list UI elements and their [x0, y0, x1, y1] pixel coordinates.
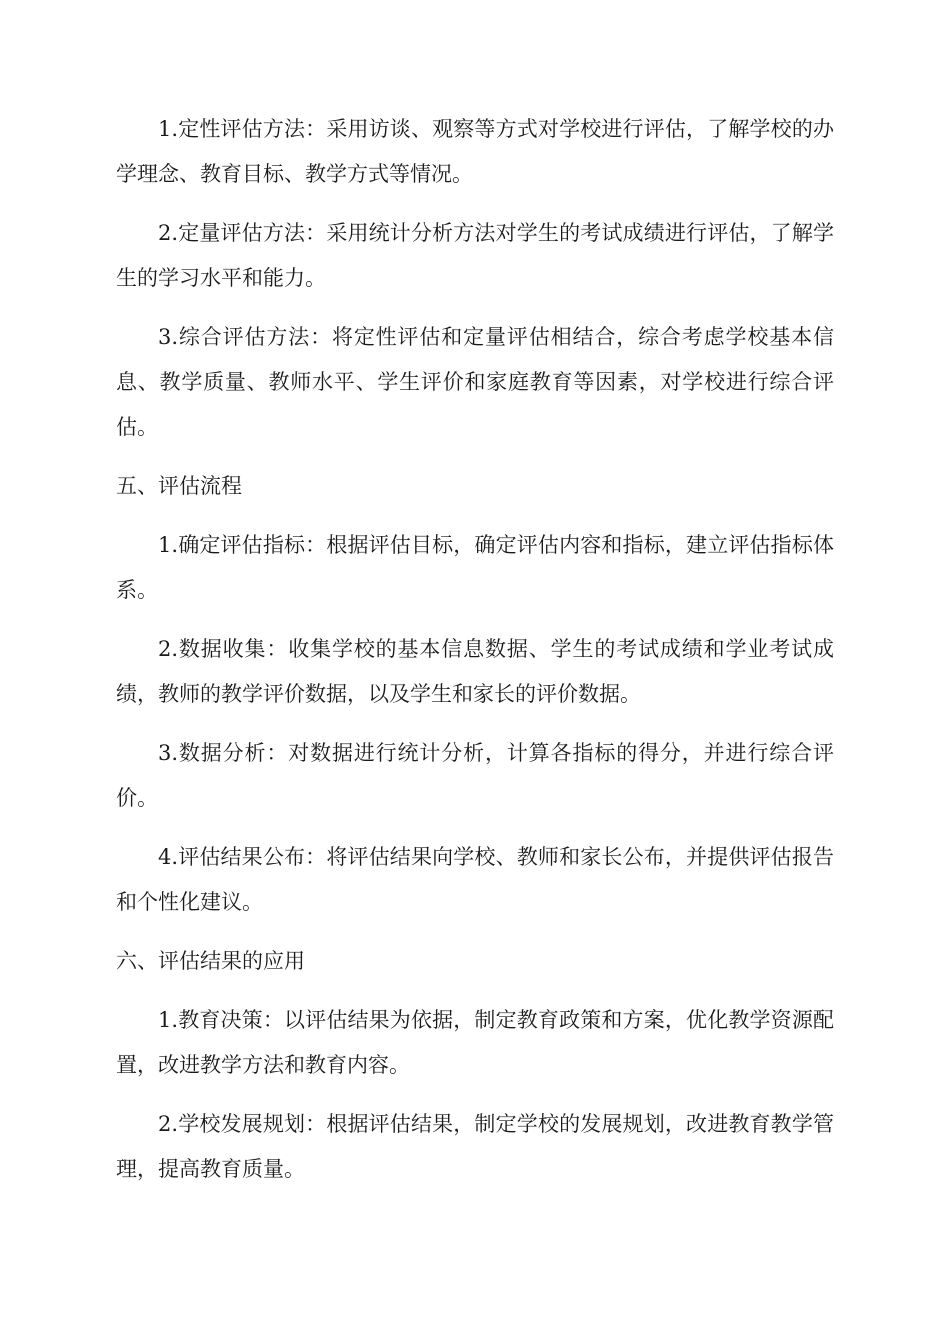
- method-comprehensive-paragraph: 3.综合评估方法：将定性评估和定量评估相结合，综合考虑学校基本信息、教学质量、教师水平、学生评价和家庭教育等因素，对学校进行综合评估。: [116, 325, 834, 439]
- method-qualitative-paragraph: 1.定性评估方法：采用访谈、观察等方式对学校进行评估，了解学校的办学理念、教育目标、教学方式等情况。: [116, 117, 834, 186]
- application-planning-paragraph: 2.学校发展规划：根据评估结果，制定学校的发展规划，改进教育教学管理，提高教育质量。: [116, 1112, 834, 1181]
- section-heading-application: 六、评估结果的应用: [116, 949, 305, 973]
- process-step-publish-results-paragraph: 4.评估结果公布：将评估结果向学校、教师和家长公布，并提供评估报告和个性化建议。: [116, 845, 834, 914]
- process-step-indicators-paragraph: 1.确定评估指标：根据评估目标，确定评估内容和指标，建立评估指标体系。: [116, 533, 834, 602]
- application-decision-paragraph: 1.教育决策：以评估结果为依据，制定教育政策和方案，优化教学资源配置，改进教学方法和教育内容。: [116, 1008, 834, 1077]
- method-quantitative-paragraph: 2.定量评估方法：采用统计分析方法对学生的考试成绩进行评估，了解学生的学习水平和能力。: [116, 221, 834, 290]
- process-step-data-collection-paragraph: 2.数据收集：收集学校的基本信息数据、学生的考试成绩和学业考试成绩，教师的教学评价数据，以及学生和家长的评价数据。: [116, 637, 834, 706]
- process-step-data-analysis-paragraph: 3.数据分析：对数据进行统计分析，计算各指标的得分，并进行综合评价。: [116, 741, 834, 810]
- section-heading-process: 五、评估流程: [116, 474, 242, 498]
- document-body: [116, 107, 834, 1206]
